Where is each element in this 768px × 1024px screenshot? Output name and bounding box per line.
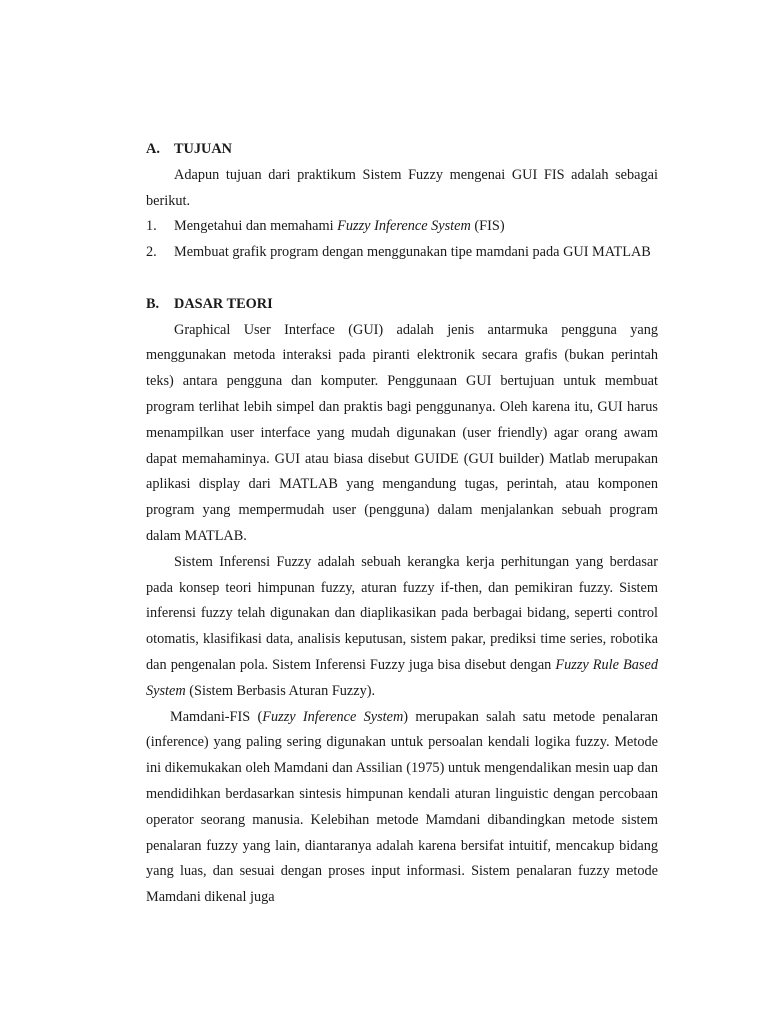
fis-paragraph-after: (Sistem Berbasis Aturan Fuzzy).: [185, 682, 376, 699]
mamdani-paragraph-before: Mamdani-FIS (: [170, 708, 263, 725]
objectives-list: [146, 214, 658, 266]
section-b-marker: B.: [146, 295, 160, 312]
mamdani-paragraph-italic: Fuzzy Inference System: [262, 708, 404, 725]
list-item-text-before: Mengetahui dan memahami: [174, 218, 338, 235]
section-a-marker: A.: [146, 141, 160, 157]
mamdani-paragraph: [146, 705, 658, 911]
section-a-heading: [146, 137, 658, 163]
section-b-heading: [146, 292, 658, 318]
section-b-title: DASAR TEORI: [174, 295, 273, 312]
list-item-number: 2.: [146, 244, 157, 261]
section-a-title: TUJUAN: [174, 141, 232, 157]
list-item-text-italic: Fuzzy Inference System: [337, 218, 471, 235]
section-a-intro: Adapun tujuan dari praktikum Sistem Fuzzy mengenai GUI FIS adalah sebagai berikut.: [146, 166, 658, 209]
fis-paragraph-before: Sistem Inferensi Fuzzy adalah sebuah kerangka kerja perhitungan yang berdasar pada konsep teori himpunan fuzzy, aturan fuzzy if-then, dan pemikiran fuzzy. Sistem inferensi fuzzy telah digunakan dan diaplikasikan pada berbagai bidang, seperti control otomatis, klasifikasi data, analisis keputusan, sistem pakar, prediksi time series, robotika dan pengenalan pola. Sistem Inferensi Fuzzy juga bisa disebut dengan: [146, 553, 658, 673]
mamdani-paragraph-after: ) merupakan salah satu metode penalaran (inference) yang paling sering digunakan untuk persoalan kendali logika fuzzy. Metode ini dikemukakan oleh Mamdani dan Assilian (1975) untuk mengendalikan mesin uap dan mendidihkan berdasarkan sintesis himpunan kendali aturan linguistic dengan percobaan operator seorang manusia. Kelebihan metode Mamdani dibandingkan metode sistem penalaran fuzzy yang lain, diantaranya adalah karena bersifat intuitif, mencakup bidang yang luas, dan sesuai dengan proses input informasi. Sistem penalaran fuzzy metode Mamdani dikenal juga: [146, 708, 658, 906]
list-item: [146, 240, 658, 266]
list-item-number: 1.: [146, 218, 157, 235]
section-spacer: [146, 266, 658, 292]
document-page: [146, 137, 658, 911]
gui-paragraph: Graphical User Interface (GUI) adalah jenis antarmuka pengguna yang menggunakan metoda interaksi pada piranti elektronik secara grafis (bukan perintah teks) antara pengguna dan komputer. Penggunaan GUI bertujuan untuk membuat program terlihat lebih simpel dan praktis bagi penggunanya. Oleh karena itu, GUI harus menampilkan user interface yang mudah digunakan (user friendly) agar orang awam dapat memahaminya. GUI atau biasa disebut GUIDE (GUI builder) Matlab merupakan aplikasi display dari MATLAB yang mengandung tugas, perintah, atau komponen program yang mempermudah user (pengguna) dalam menjalankan sebuah program dalam MATLAB.: [146, 321, 658, 544]
list-item: [146, 214, 658, 240]
list-item-text-after: (FIS): [470, 218, 505, 235]
list-item-text: Membuat grafik program dengan menggunakan tipe mamdani pada GUI MATLAB: [174, 244, 651, 261]
fis-paragraph: [146, 550, 658, 705]
list-item-text: [174, 214, 658, 240]
fis-paragraph-italic: Fuzzy Rule Based System: [146, 656, 658, 699]
